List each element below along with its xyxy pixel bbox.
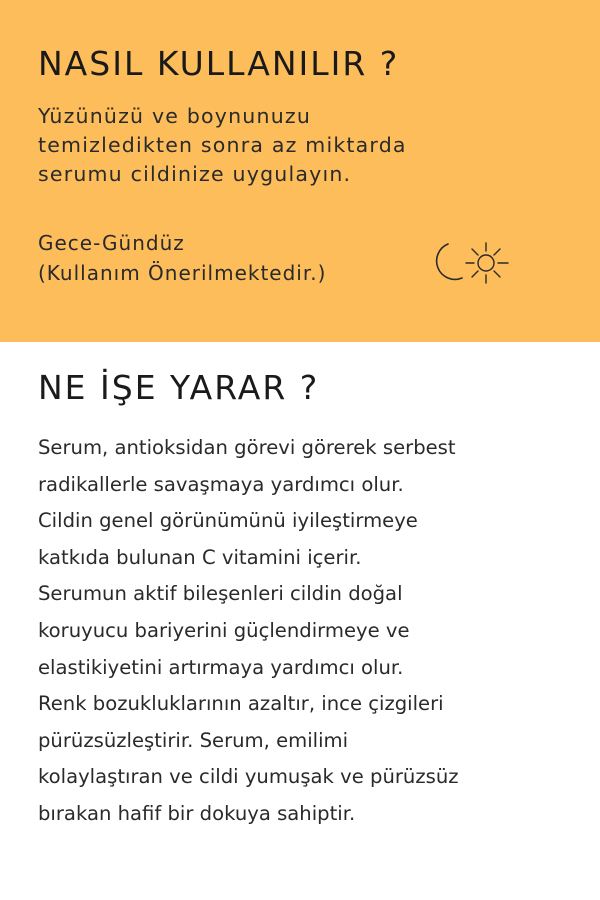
benefits-title: NE İŞE YARAR ? <box>38 368 320 407</box>
moon-icon <box>437 244 462 279</box>
benefits-line: Cildin genel görünümünü iyileştirmeye <box>38 509 418 533</box>
how-to-use-line: Yüzünüzü ve boynunuzu <box>38 104 312 128</box>
benefits-line: bırakan hafif bir dokuya sahiptir. <box>38 801 356 825</box>
benefits-line: pürüzsüzleştirir. Serum, emilimi <box>38 728 349 752</box>
benefits-text <box>38 430 459 833</box>
benefits-line: elastikiyetini artırmaya yardımcı olur. <box>38 655 404 679</box>
benefits-line: Serumun aktif bileşenleri cildin doğal <box>38 582 403 606</box>
benefits-line: kolaylaştıran ve cildi yumuşak ve pürüzsüz <box>38 765 459 789</box>
how-to-use-line: temizledikten sonra az miktarda <box>38 133 407 157</box>
how-to-use-panel <box>0 0 600 342</box>
benefits-line: radikallerle savaşmaya yardımcı olur. <box>38 472 404 496</box>
how-to-use-text <box>38 102 407 189</box>
usage-note: (Kullanım Önerilmektedir.) <box>38 261 327 285</box>
usage-time: Gece-Gündüz <box>38 231 185 255</box>
day-night-icons <box>428 240 510 286</box>
usage-info <box>38 228 326 288</box>
how-to-use-title: NASIL KULLANILIR ? <box>38 44 400 83</box>
benefits-line: koruyucu bariyerini güçlendirmeye ve <box>38 618 410 642</box>
benefits-line: katkıda bulunan C vitamini içerir. <box>38 545 362 569</box>
how-to-use-line: serumu cildinize uygulayın. <box>38 162 352 186</box>
benefits-line: Serum, antioksidan görevi görerek serbest <box>38 436 456 459</box>
benefits-line: Renk bozukluklarının azaltır, ince çizgileri <box>38 692 444 716</box>
sun-icon <box>466 243 508 283</box>
